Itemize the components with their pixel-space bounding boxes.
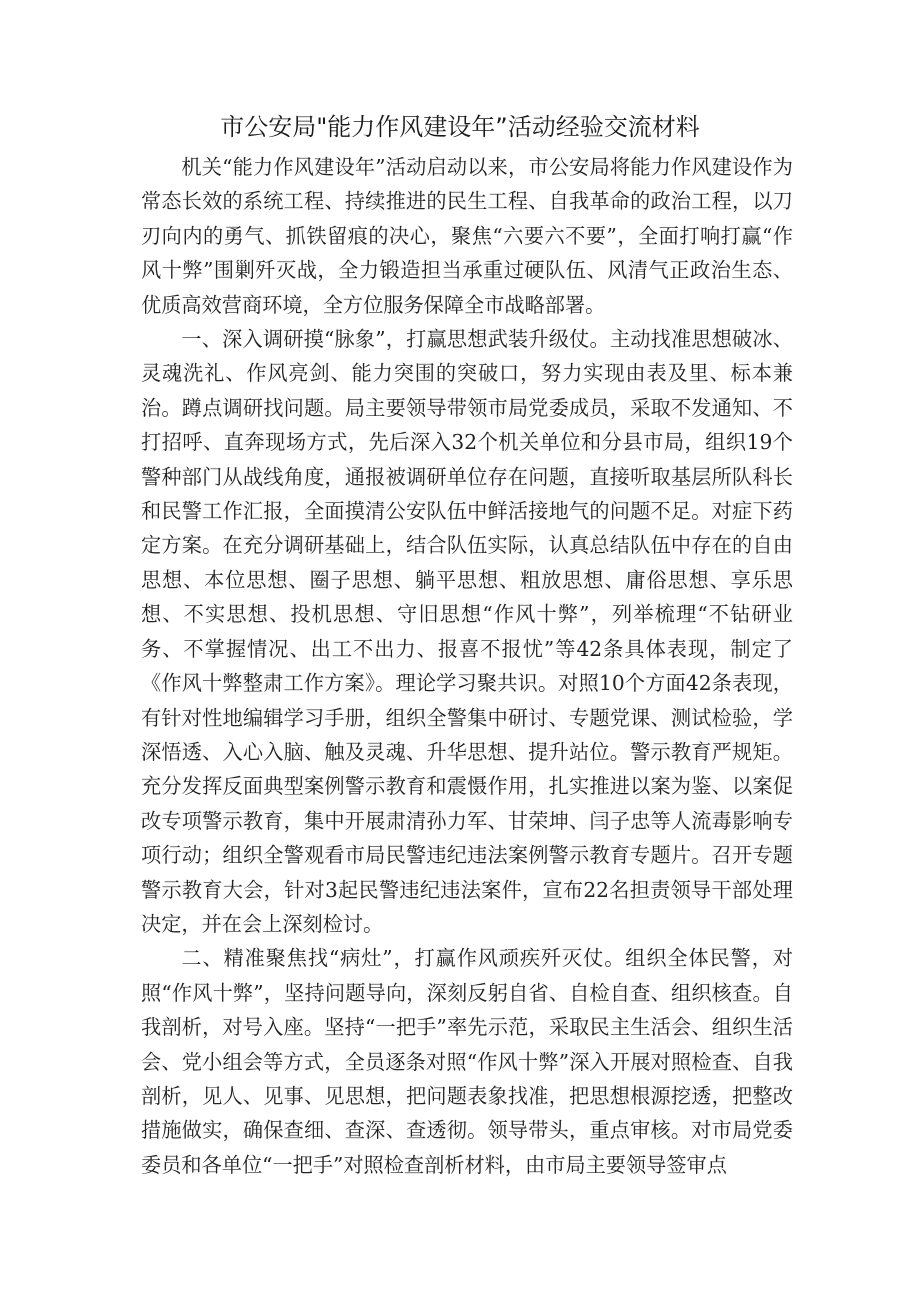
- paragraph-section-two: 二、精准聚焦找“病灶”，打赢作风顽疾歼灭仗。组织全体民警，对照“作风十弊”，坚持问题导向，深刻反躬自省、自检自查、组织核查。自我剖析，对号入座。坚持“一把手”率先示范，采取民主生活会、组织生活会、党小组会等方式，全员逐条对照“作风十弊”深入开展对照检查、自我剖析，见人、见事、见思想，把问题表象找准，把思想根源挖透，把整改措施做实，确保查细、查深、查透彻。领导带头，重点审核。对市局党委委员和各单位“一把手”对照检查剖析材料，由市局主要领导签审点: [141, 946, 793, 1177]
- document-title: 市公安局"能力作风建设年”活动经验交流材料: [220, 113, 700, 141]
- paragraph-intro: 机关“能力作风建设年”活动启动以来，市公安局将能力作风建设作为常态长效的系统工程、持续推进的民生工程、自我革命的政治工程，以刀刃向内的勇气、抓铁留痕的决心，聚焦“六要六不要”，全面打响打赢“作风十弊”围剿歼灭战，全力锻造担当承重过硬队伍、风清气正政治生态、优质高效营商环境，全方位服务保障全市战略部署。: [141, 155, 793, 317]
- paragraph-section-one: 一、深入调研摸“脉象”，打赢思想武装升级仗。主动找准思想破冰、灵魂洗礼、作风亮剑、能力突围的突破口，努力实现由表及里、标本兼治。蹲点调研找问题。局主要领导带领市局党委成员，采取不发通知、不打招呼、直奔现场方式，先后深入32个机关单位和分县市局，组织19个警种部门从战线角度，通报被调研单位存在问题，直接听取基层所队科长和民警工作汇报，全面摸清公安队伍中鲜活接地气的问题不足。对症下药定方案。在充分调研基础上，结合队伍实际，认真总结队伍中存在的自由思想、本位思想、圈子思想、躺平思想、粗放思想、庸俗思想、享乐思想、不实思想、投机思想、守旧思想“作风十弊”，列举梳理“不钻研业务、不掌握情况、出工不出力、报喜不报忧”等42条具体表现，制定了《作风十弊整肃工作方案》。理论学习聚共识。对照10个方面42条表现，有针对性地编辑学习手册，组织全警集中研讨、专题党课、测试检验，学深悟透、入心入脑、触及灵魂、升华思想、提升站位。警示教育严规矩。充分发挥反面典型案例警示教育和震慑作用，扎实推进以案为鉴、以案促改专项警示教育，集中开展肃清孙力军、甘荣坤、闫子忠等人流毒影响专项行动；组织全警观看市局民警违纪违法案例警示教育专题片。召开专题警示教育大会，针对3起民警违纪违法案件，宣布22名担责领导干部处理决定，并在会上深刻检讨。: [141, 327, 793, 936]
- document-body: [141, 150, 793, 1182]
